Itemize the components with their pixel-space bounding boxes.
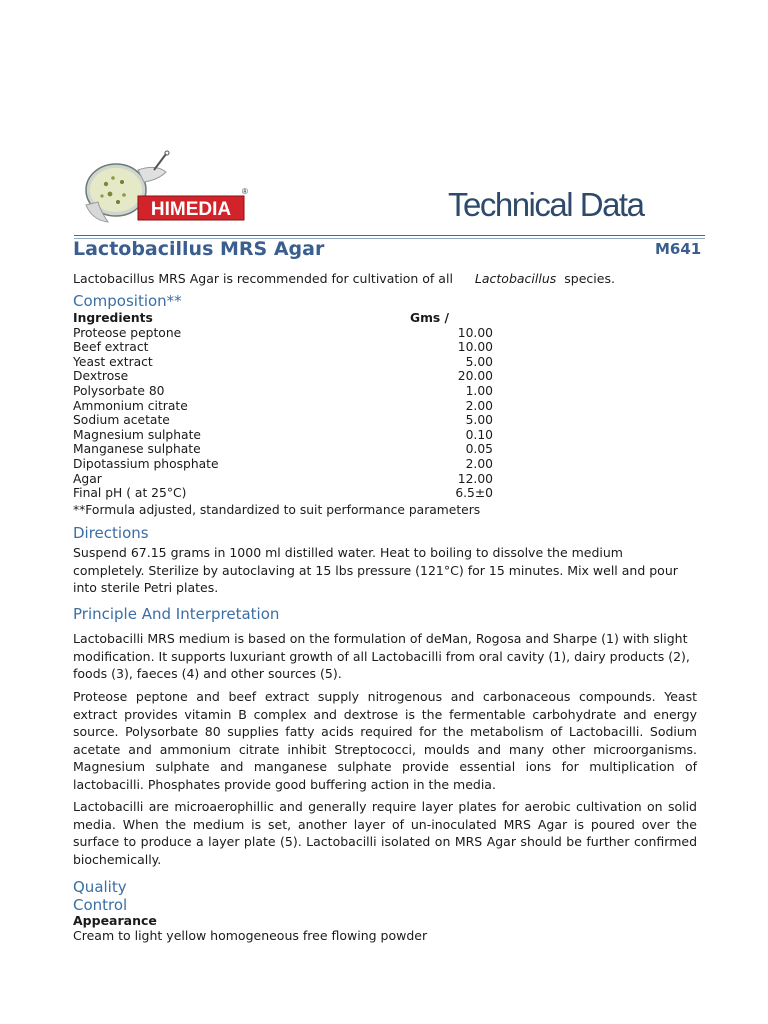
ingredient-amount: 5.00 <box>465 413 493 428</box>
composition-row <box>73 413 493 428</box>
ingredient-amount: 6.5±0 <box>455 486 493 501</box>
ingredient-amount: 12.00 <box>457 471 493 486</box>
composition-row <box>73 340 493 355</box>
ingredient-amount: 1.00 <box>465 383 493 398</box>
units-column-header: Gms / <box>410 311 449 325</box>
appearance-text: Cream to light yellow homogeneous free flowing powder <box>73 928 428 943</box>
quality-heading-line1: Quality <box>73 878 127 896</box>
composition-row <box>73 326 493 341</box>
ingredient-name: Manganese sulphate <box>73 442 201 457</box>
composition-row <box>73 442 493 457</box>
ingredient-name: Polysorbate 80 <box>73 383 165 398</box>
principle-paragraph-3: Lactobacilli are microaerophillic and generally require layer plates for aerobic cultivation on solid media. When the medium is set, another layer of un-inoculated MRS Agar is poured over the surface to produce a layer plate (5). Lactobacilli isolated on MRS Agar should be further confirmed biochemically. <box>73 799 697 867</box>
ingredient-amount: 0.05 <box>465 442 493 457</box>
ingredient-name: Yeast extract <box>73 354 153 369</box>
intro-after: species. <box>564 271 615 286</box>
ingredient-name: Dextrose <box>73 369 129 384</box>
composition-row <box>73 428 493 443</box>
composition-row <box>73 355 493 370</box>
ingredient-amount: 2.00 <box>465 398 493 413</box>
ingredient-name: Agar <box>73 471 102 486</box>
product-title: Lactobacillus MRS Agar <box>73 238 325 260</box>
ingredient-name: Sodium acetate <box>73 413 170 428</box>
composition-header-row <box>73 311 493 326</box>
registered-mark: ® <box>242 187 248 196</box>
principle-paragraph-1: Lactobacilli MRS medium is based on the formulation of deMan, Rogosa and Sharpe (1) with slight modification. It supports luxuriant growth of all Lactobacilli from oral cavity (1), dairy products (2), foods (3), faeces (4) and other sources (5). <box>73 631 690 682</box>
ingredient-amount: 10.00 <box>457 325 493 340</box>
composition-row <box>73 472 493 487</box>
ingredient-amount: 2.00 <box>465 456 493 471</box>
principle-paragraph-2: Proteose peptone and beef extract supply nitrogenous and carbonaceous compounds. Yeast extract provides vitamin B complex and dextrose is the fermentable carbohydrate and energy source. Polysorbate 80 supplies fatty acids required for the metabolism of Lactobacilli. Sodium acetate and ammonium citrate inhibit Streptococci, moulds and many other microorganisms. Magnesium sulphate and manganese sulphate provide essential ions for multiplication of lactobacilli. Phosphates provide good buffering action in the media. <box>73 689 697 792</box>
brand-name: HIMEDIA <box>150 199 232 220</box>
composition-footnote: **Formula adjusted, standardized to suit performance parameters <box>73 503 481 517</box>
composition-row <box>73 384 493 399</box>
ingredient-amount: 0.10 <box>465 427 493 442</box>
principle-heading: Principle And Interpretation <box>73 605 280 623</box>
intro-text <box>73 271 615 286</box>
ingredient-amount: 10.00 <box>457 340 493 355</box>
composition-row <box>73 486 493 501</box>
ingredient-name: Proteose peptone <box>73 325 182 340</box>
ingredient-name: Dipotassium phosphate <box>73 456 219 471</box>
intro-before: Lactobacillus MRS Agar is recommended for cultivation of all <box>73 271 453 286</box>
composition-table <box>73 311 493 501</box>
product-code: M641 <box>655 240 702 258</box>
ingredient-amount: 20.00 <box>457 369 493 384</box>
appearance-label: Appearance <box>73 913 157 928</box>
composition-row <box>73 369 493 384</box>
composition-heading: Composition** <box>73 292 182 310</box>
composition-row <box>73 399 493 414</box>
ingredient-name: Final pH ( at 25°C) <box>73 486 187 501</box>
composition-rows <box>73 326 493 501</box>
intro-species: Lactobacillus <box>474 271 557 286</box>
header-divider-red <box>74 235 705 236</box>
directions-text: Suspend 67.15 grams in 1000 ml distilled water. Heat to boiling to dissolve the medium completely. Sterilize by autoclaving at 15 lbs pressure (121°C) for 15 minutes. Mix well and pour into sterile Petri plates. <box>73 545 678 596</box>
ingredients-column-header: Ingredients <box>73 311 153 325</box>
document-type-title: Technical Data <box>448 186 644 223</box>
himedia-logo <box>78 150 250 228</box>
ingredient-amount: 5.00 <box>465 354 493 369</box>
ingredient-name: Ammonium citrate <box>73 398 188 413</box>
ingredient-name: Magnesium sulphate <box>73 427 201 442</box>
quality-heading-line2: Control <box>73 896 128 914</box>
directions-heading: Directions <box>73 524 149 542</box>
ingredient-name: Beef extract <box>73 340 149 355</box>
composition-row <box>73 457 493 472</box>
